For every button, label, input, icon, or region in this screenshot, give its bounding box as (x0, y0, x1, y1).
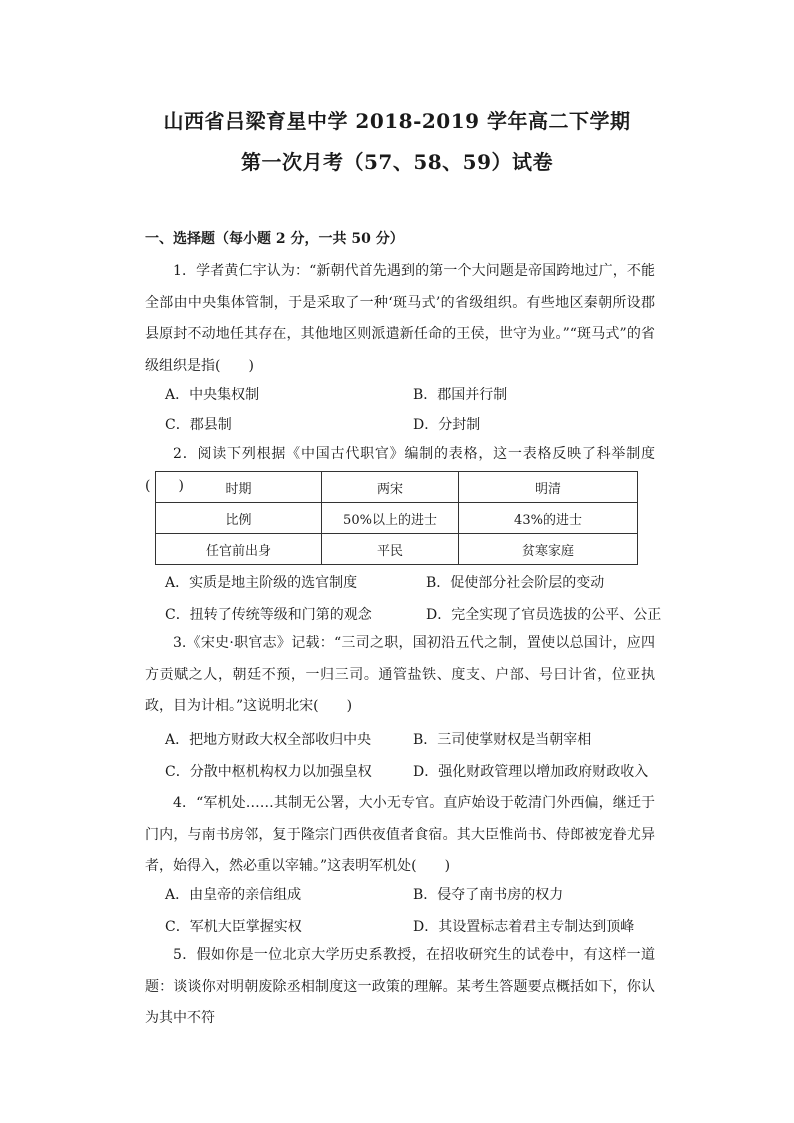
table-cell: 明清 (459, 472, 638, 503)
question-4-option-a[interactable]: A．由皇帝的亲信组成 (165, 887, 302, 903)
question-4-option-d[interactable]: D．其设置标志着君主专制达到顶峰 (413, 919, 635, 935)
table-cell: 43%的进士 (459, 503, 638, 534)
exam-title: 山西省吕梁育星中学 2018-2019 学年高二下学期 (163, 109, 631, 133)
question-2-table (155, 471, 638, 565)
table-cell: 两宋 (322, 472, 459, 503)
question-3-option-a[interactable]: A．把地方财政大权全部收归中央 (165, 732, 372, 748)
question-4-option-b[interactable]: B．侵夺了南书房的权力 (413, 887, 564, 903)
table-row (156, 534, 638, 565)
question-1-option-b[interactable]: B．郡国并行制 (413, 387, 508, 403)
table-cell: 时期 (156, 472, 322, 503)
table-cell: 50%以上的进士 (322, 503, 459, 534)
question-4-stem: 4．“军机处……其制无公署，大小无专官。直庐始设于乾清门外西偏，继迁于门内，与南书房邻，复于隆宗门西供夜值者食宿。其大臣惟尚书、侍郎被宠眷尤异者，始得入，然必重以宰辅。”这表明军机处( ) (145, 795, 655, 874)
question-2-option-c[interactable]: C．扭转了传统等级和门第的观念 (165, 607, 372, 623)
table-row (156, 503, 638, 534)
question-2-option-a[interactable]: A．实质是地主阶级的选官制度 (165, 575, 358, 591)
exam-subtitle: 第一次月考（57、58、59）试卷 (241, 150, 553, 174)
question-1-stem: 1．学者黄仁宇认为：“新朝代首先遇到的第一个大问题是帝国跨地过广，不能全部由中央集体管制，于是采取了一种‘斑马式’的省级组织。有些地区秦朝所设郡县原封不动地任其存在，其他地区则派遣新任命的王侯，世守为业。”“斑马式”的省级组织是指( ) (145, 263, 655, 374)
question-3-stem: 3.《宋史·职官志》记载：“三司之职，国初沿五代之制，置使以总国计，应四方贡赋之人，朝廷不预，一归三司。通管盐铁、度支、户部、号曰计省，位亚执政，目为计相。”这说明北宋( ) (145, 635, 655, 714)
question-3-option-c[interactable]: C．分散中枢机构权力以加强皇权 (165, 764, 372, 780)
table-cell: 平民 (322, 534, 459, 565)
question-4-option-c[interactable]: C．军机大臣掌握实权 (165, 919, 302, 935)
question-5-stem: 5．假如你是一位北京大学历史系教授，在招收研究生的试卷中，有这样一道题：谈谈你对明朝废除丞相制度这一政策的理解。某考生答题要点概括如下，你认为其中不符 (145, 947, 655, 1026)
question-2-stem: 2．阅读下列根据《中国古代职官》编制的表格，这一表格反映了科举制度( ) (145, 446, 655, 494)
table-cell: 任官前出身 (156, 534, 322, 565)
table-cell: 比例 (156, 503, 322, 534)
question-3-option-b[interactable]: B．三司使掌财权是当朝宰相 (413, 732, 592, 748)
question-2-option-d[interactable]: D．完全实现了官员选拔的公平、公正 (426, 607, 662, 623)
table-cell: 贫寒家庭 (459, 534, 638, 565)
table-row (156, 472, 638, 503)
question-1-option-d[interactable]: D．分封制 (413, 417, 481, 433)
question-3-option-d[interactable]: D．强化财政管理以增加政府财政收入 (413, 764, 649, 780)
question-1-option-c[interactable]: C．郡县制 (165, 417, 232, 433)
section-heading: 一、选择题（每小题 2 分，一共 50 分） (145, 231, 404, 247)
question-1-option-a[interactable]: A．中央集权制 (165, 387, 260, 403)
question-2-option-b[interactable]: B．促使部分社会阶层的变动 (426, 575, 605, 591)
